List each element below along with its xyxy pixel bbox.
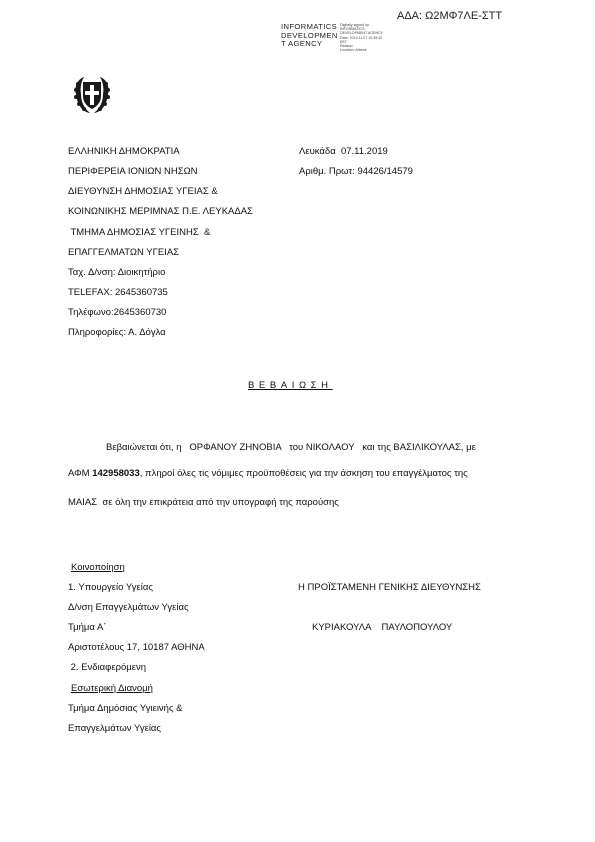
cc-line: Δ/νση Επαγγελμάτων Υγείας xyxy=(68,602,189,613)
afm-label: ΑΦΜ xyxy=(68,468,93,479)
sender-address: Ταχ. Δ/νση: Διοικητήριο xyxy=(68,267,166,278)
signature-detail-line: Digitally signed by xyxy=(340,23,369,27)
place-date: Λευκάδα 07.11.2019 xyxy=(299,146,388,157)
signature-detail-line: INFORMATICS xyxy=(340,27,365,32)
signature-details xyxy=(340,23,383,52)
agency-line: INFORMATICS xyxy=(281,22,338,31)
signature-detail-line: EET xyxy=(340,39,347,44)
sender-phone: Τηλέφωνο:2645360730 xyxy=(68,307,167,318)
sender-line: ΤΜΗΜΑ ΔΗΜΟΣΙΑΣ ΥΓΕΙΝΗΣ & xyxy=(68,227,211,238)
body-line-2 xyxy=(68,468,468,480)
greek-emblem-icon xyxy=(72,74,112,116)
sender-telefax: TELEFAX: 2645360735 xyxy=(68,287,168,298)
protocol-number: Αριθμ. Πρωτ: 94426/14579 xyxy=(299,166,413,177)
cc-heading: Κοινοποίηση xyxy=(71,562,125,573)
signature-detail-line: Date: 2019.11.07 10:39:42 xyxy=(340,35,383,40)
ada-code: ΑΔΑ: Ω2ΜΦ7ΛΕ-ΣΤΤ xyxy=(397,10,503,22)
cc-line: Αριστοτέλους 17, 10187 ΑΘΗΝΑ xyxy=(68,642,205,653)
agency-line: DEVELOPMEN xyxy=(281,30,338,40)
signature-detail-line: Location: Athens xyxy=(340,48,367,53)
agency-line: T AGENCY xyxy=(281,39,323,49)
body-line-1: Βεβαιώνεται ότι, η ΟΡΦΑΝΟΥ ΖΗΝΟΒΙΑ του ΝΙΚΟΛΑΟΥ και της ΒΑΣΙΛΙΚΟΥΛΑΣ, με xyxy=(106,442,476,453)
sender-line: ΚΟΙΝΩΝΙΚΗΣ ΜΕΡΙΜΝΑΣ Π.Ε. ΛΕΥΚΑΔΑΣ xyxy=(68,206,253,217)
cc-line: 1. Υπουργείο Υγείας xyxy=(68,582,153,593)
cc-line: Τμήμα Α΄ xyxy=(68,622,107,633)
sender-line: ΠΕΡΙΦΕΡΕΙΑ ΙΟΝΙΩΝ ΝΗΣΩΝ xyxy=(68,166,198,177)
signature-detail-line: Reason: xyxy=(340,44,354,49)
sender-info: Πληροφορίες: Α. Δόγλα xyxy=(68,327,166,338)
document-title: ΒΕΒΑΙΩΣΗ xyxy=(248,380,333,391)
cc-line: 2. Ενδιαφερόμενη xyxy=(68,662,147,673)
internal-line: Τμήμα Δημόσιας Υγιεινής & xyxy=(68,703,183,714)
body-line-3: ΜΑΙΑΣ σε όλη την επικράτεια από την υπογραφή της παρούσης xyxy=(68,497,339,508)
afm-value: 142958033 xyxy=(92,468,140,479)
body-line-2-rest: , πληροί όλες τις νόμιμες προϋποθέσεις για την άσκηση του επαγγέλματος της xyxy=(139,468,468,479)
sender-line: ΕΠΑΓΓΕΛΜΑΤΩΝ ΥΓΕΙΑΣ xyxy=(68,247,180,258)
digital-signature-stamp xyxy=(281,23,338,49)
sender-line: ΔΙΕΥΘΥΝΣΗ ΔΗΜΟΣΙΑΣ ΥΓΕΙΑΣ & xyxy=(68,186,218,197)
internal-distribution-heading: Εσωτερική Διανομή xyxy=(71,683,153,694)
internal-line: Επαγγελμάτων Υγείας xyxy=(68,723,162,734)
signature-role: Η ΠΡΟΪΣΤΑΜΕΝΗ ΓΕΝΙΚΗΣ ΔΙΕΥΘΥΝΣΗΣ xyxy=(298,582,481,593)
sender-line: ΕΛΛΗΝΙΚΗ ΔΗΜΟΚΡΑΤΙΑ xyxy=(68,146,180,157)
signature-name: ΚΥΡΙΑΚΟΥΛΑ ΠΑΥΛΟΠΟΥΛΟΥ xyxy=(312,622,453,633)
signature-detail-line: DEVELOPMENT AGENCY xyxy=(340,31,384,36)
